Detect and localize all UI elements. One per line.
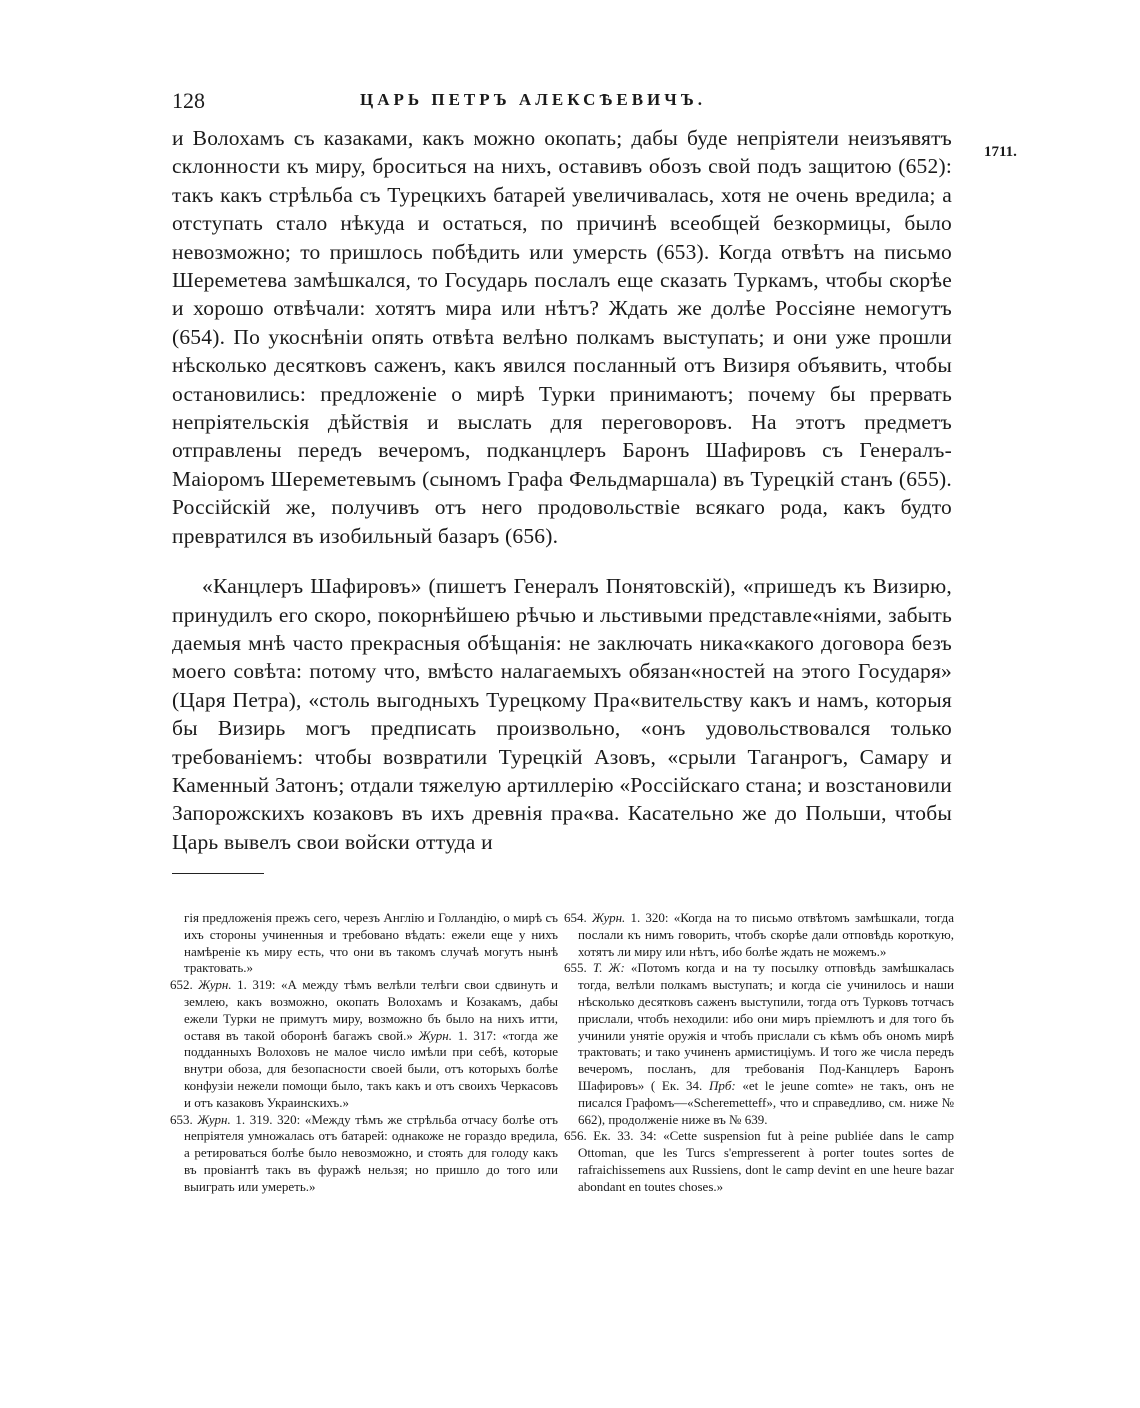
footnote-continuation: гія предложенія прежъ сего, черезъ Англію и Голландію, о мирѣ съ ихъ стороны учиненныя и требовано вѣдать: ежели еще у нихъ намѣреніе къ миру есть, что они въ такомъ случаѣ могутъ нынѣ трактовать.»: [184, 910, 558, 976]
footnote-655: [564, 960, 954, 1128]
footnote-text: Ек. 33. 34: «Cette suspension fut à peine publiée dans le camp Ottoman, que les Turcs s'empresserent à porter toutes sortes de rafraichissemens aux Russiens, dont le camp devint en une heure bazar abondant en toutes choses.»: [578, 1128, 955, 1194]
page-number: 128: [172, 88, 205, 113]
footnote-text: 1. 319: «А между тѣмъ велѣли телѣги свои сдвинуть и землею, какъ возможно, окопать Волохамъ и Козакамъ, дабы ежели Турки не примутъ миру, возможно бъ было на нихъ итти, оставя въ такой оборонѣ багажъ свой.»: [184, 977, 558, 1043]
footnote-number: 656.: [564, 1128, 587, 1144]
footnotes-left-column: [170, 910, 558, 1196]
footnote-source: Журн.: [197, 1111, 231, 1127]
footnote-text: «et le jeune comte» не такъ, онъ не писался Графомъ—«Scheremetteff», что и справедливо, см. ниже № 662), продолженіе ниже въ № 639.: [578, 1077, 955, 1127]
footnote-656: [564, 1128, 954, 1195]
footnote-652: [170, 977, 558, 1111]
footnote-text: 1. 320: «Когда на то письмо отвѣтомъ замѣшкали, тогда послали къ нимъ говорить, чтобъ скорѣе дали отповѣдь короткую, хотятъ ли миру или нѣтъ, ибо болѣе ждать не можемъ.»: [578, 910, 954, 959]
main-text: [172, 124, 952, 856]
footnotes-right-column: [564, 910, 954, 1196]
footnote-rule: [172, 873, 264, 874]
footnote-654: [564, 910, 954, 960]
footnote-number: 655.: [564, 960, 587, 976]
footnote-text: 1. 317: «тогда же подданныхъ Волоховъ не малое число имѣли при себѣ, которые внутри обоза, для безопасности своей были, отъ которыхъ болѣе конфузіи нежели помощи было, такъ какъ и отъ своихъ Черкасовъ и отъ казаковъ Украинскихъ.»: [184, 1027, 559, 1110]
running-title: ЦАРЬ ПЕТРЪ АЛЕКСѢЕВИЧЪ.: [360, 90, 706, 109]
footnote-source: Т. Ж:: [592, 960, 625, 976]
footnote-number: 654.: [564, 910, 587, 925]
footnote-number: 653.: [170, 1111, 193, 1127]
footnote-text: «Потомъ когда и на ту посылку отповѣдь замѣшкалась тогда, велѣли полкамъ выступать; и когда сіе учинилось и наши нѣсколько десятковъ саженъ выступили, тогда отъ Турковъ тотчасъ прислали, чтобъ неходили: ибо они миръ пріемлютъ и для того бъ учинили унятіе оружія и чтобъ прислали съ кѣмъ объ ономъ мирѣ трактовать; и тако учиненъ армистиціумъ. И того же числа передъ вечеромъ, посланъ, для требованія Под-Канцлеръ Баронъ Шафировъ» ( Ек. 34.: [578, 960, 955, 1093]
footnote-text: 1. 319. 320: «Между тѣмъ же стрѣльба отчасу болѣе отъ непріятеля умножалась отъ батарей: однакоже не гораздо вредила, а ретироваться болѣе было невозможно, и стоять для голоду какъ въ провіантѣ такъ въ фуражѣ нельзя; но пришло до того или выиграть или умереть.»: [184, 1111, 559, 1194]
footnote-653: [170, 1112, 558, 1196]
body-paragraph-1: и Волохамъ съ казаками, какъ можно окопать; дабы буде непріятели неизъявятъ склонности къ миру, броситься на нихъ, оставивъ обозъ свой подъ защитою (652): такъ какъ стрѣльба съ Турецкихъ батарей увеличивалась, хотя не очень вредила; а отступать стало нѣкуда и остаться, по причинѣ всеобщей безкормицы, было невозможно; то пришлось побѣдить или умерсть (653). Когда отвѣтъ на письмо Шереметева замѣшкался, то Государь послалъ еще сказать Туркамъ, чтобы скорѣе и хорошо отвѣчали: хотятъ мира или нѣтъ? Ждать же долѣе Россіяне немогутъ (654). По укоснѣніи опять отвѣта велѣно полкамъ выступать; и они уже прошли нѣсколько десятковъ саженъ, какъ явился посланный отъ Визиря объявить, чтобы остановились: предложеніе о мирѣ Турки принимаютъ; почему бы прервать непріятельскія дѣйствія и выслать для переговоровъ. На этотъ предметъ отправлены передъ вечеромъ, подканцлеръ Баронъ Шафировъ съ Генералъ-Маіоромъ Шереметевымъ (сыномъ Графа Фельдмаршала) въ Турецкій станъ (655). Россійскій же, получивъ отъ него продовольствіе всякаго рода, какъ будто превратился въ изобильный базаръ (656).: [172, 126, 952, 548]
footnote-source: Журн.: [198, 977, 232, 993]
margin-year: 1711.: [984, 144, 1017, 160]
body-paragraph-2: «Канцлеръ Шафировъ» (пишетъ Генералъ Понятовскій), «пришедъ къ Визирю, принудилъ его скоро, покорнѣйшею рѣчью и льстивыми представле«ніями, забыть даемыя мнѣ часто прекрасныя обѣщанія: не заключать ника«какого договора безъ моего совѣта: потому что, вмѣсто налагаемыхъ обязан«ностей на этого Государя» (Царя Петра), «столь выгодныхъ Турецкому Пра«вительству какъ и намъ, которыя бы Визирь могъ предписать произвольно, «онъ удовольствовался только требованіемъ: чтобы возвратили Турецкій Азовъ, «срыли Таганрогъ, Самару и Каменный Затонъ; отдали тяжелую артиллерію «Россійскаго стана; и возстановили Запорожскихъ козаковъ въ ихъ древнія пра«ва. Касательно же до Польши, чтобы Царь вывелъ свои войски оттуда и: [172, 574, 952, 854]
footnote-source: Журн.: [591, 910, 626, 925]
footnote-source: Прб:: [708, 1077, 736, 1093]
footnote-number: 652.: [170, 977, 193, 993]
footnote-source: Журн.: [418, 1027, 452, 1043]
